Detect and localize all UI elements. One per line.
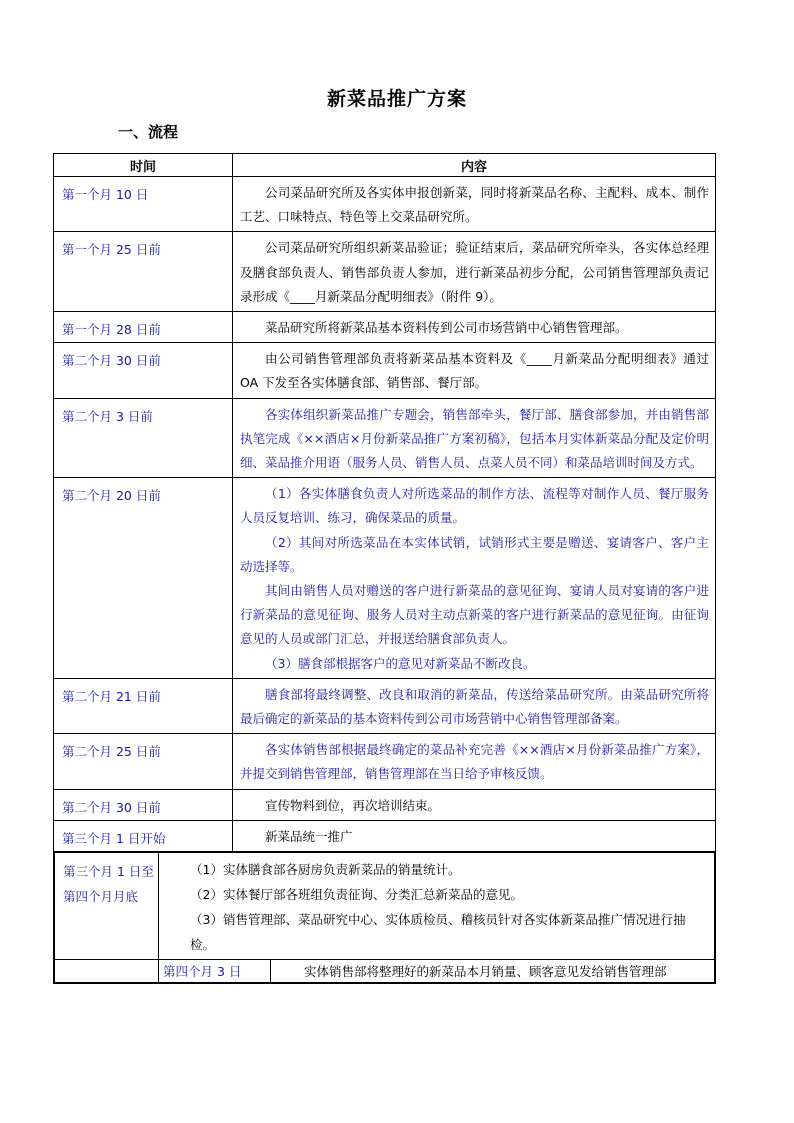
content-cell bbox=[233, 678, 716, 733]
sub-content-cell: 实体销售部将整理好的新菜品本月销量、顾客意见发给销售管理部 bbox=[271, 960, 715, 983]
content-paragraph: 膳食部将最终调整、改良和取消的新菜品，传送给菜品研究所。由菜品研究所将最后确定的新菜品的基本资料传到公司市场营销中心销售管理部备案。 bbox=[240, 686, 709, 727]
time-cell: 第二个月 30 日前 bbox=[54, 789, 233, 820]
table-row bbox=[54, 478, 716, 679]
last-time-cell: 第三个月 1 日至第四个月月底 bbox=[55, 853, 159, 960]
table-header-row bbox=[54, 154, 716, 177]
table-row bbox=[54, 312, 716, 343]
table-body bbox=[54, 177, 716, 984]
sub-time-cell: 第四个月 3 日 bbox=[159, 960, 271, 983]
nested-table bbox=[54, 852, 715, 983]
table-row bbox=[54, 789, 716, 820]
list-item: （1）实体膳食部各厨房负责新菜品的销量统计。 bbox=[190, 862, 461, 878]
table-row bbox=[54, 678, 716, 733]
time-cell: 第二个月 25 日前 bbox=[54, 734, 233, 789]
content-paragraph: 各实体销售部根据最终确定的菜品补充完善《××酒店×月份新菜品推广方案》，并提交到销售管理部，销售管理部在当日给予审核反馈。 bbox=[240, 742, 709, 782]
content-cell bbox=[233, 734, 716, 789]
content-cell bbox=[233, 343, 716, 398]
content-cell bbox=[233, 177, 716, 232]
process-table bbox=[53, 153, 716, 984]
content-paragraph: 由公司销售管理部负责将新菜品基本资料及《____月新菜品分配明细表》通过 OA 下发至各实体膳食部、销售部、餐厅部。 bbox=[240, 351, 709, 391]
content-paragraph: （3）膳食部根据客户的意见对新菜品不断改良。 bbox=[265, 655, 536, 671]
section-heading: 一、流程 bbox=[118, 123, 179, 141]
content-cell bbox=[233, 478, 716, 679]
content-paragraph: 公司菜品研究所及各实体申报创新菜，同时将新菜品名称、主配料、成本、制作工艺、口味特点、特色等上交菜品研究所。 bbox=[240, 185, 709, 225]
time-cell: 第一个月 25 日前 bbox=[54, 232, 233, 312]
content-cell bbox=[233, 232, 716, 312]
list-item: （3）销售管理部、菜品研究中心、实体质检员、稽核员针对各实体新菜品推广情况进行抽检。 bbox=[190, 912, 686, 953]
content-cell bbox=[233, 789, 716, 820]
content-paragraph: 宣传物料到位，再次培训结束。 bbox=[265, 797, 441, 813]
table-row-last bbox=[54, 852, 716, 984]
content-paragraph: 各实体组织新菜品推广专题会，销售部牵头，餐厅部、膳食部参加，并由销售部执笔完成《××酒店×月份新菜品推广方案初稿》，包括本月实体新菜品分配及定价明细、菜品推介用语（服务人员、销售人员、点菜人员不同）和菜品培训时间及方式。 bbox=[240, 406, 709, 471]
last-content-cell bbox=[159, 853, 715, 960]
table-row bbox=[54, 232, 716, 312]
content-cell bbox=[233, 312, 716, 343]
table-row bbox=[54, 177, 716, 232]
table-row bbox=[54, 398, 716, 478]
table-row bbox=[54, 734, 716, 789]
table-row bbox=[54, 343, 716, 398]
content-paragraph: 新菜品统一推广 bbox=[265, 828, 353, 844]
content-paragraph: （1）各实体膳食负责人对所选菜品的制作方法、流程等对制作人员、餐厅服务人员反复培训、练习，确保菜品的质量。 bbox=[240, 486, 709, 526]
content-paragraph: 菜品研究所将新菜品基本资料传到公司市场营销中心销售管理部。 bbox=[265, 320, 628, 336]
list-item: （2）实体餐厅部各班组负责征询、分类汇总新菜品的意见。 bbox=[190, 887, 523, 903]
content-paragraph: 其间由销售人员对赠送的客户进行新菜品的意见征询、宴请人员对宴请的客户进行新菜品的意见征询、服务人员对主动点新菜的客户进行新菜品的意见征询。由征询意见的人员或部门汇总，并报送给膳食部负责人。 bbox=[240, 583, 709, 647]
time-cell: 第二个月 30 日前 bbox=[54, 343, 233, 398]
header-time: 时间 bbox=[54, 154, 233, 177]
time-cell: 第一个月 10 日 bbox=[54, 177, 233, 232]
content-cell bbox=[233, 820, 716, 851]
table-row bbox=[54, 820, 716, 851]
time-cell: 第二个月 20 日前 bbox=[54, 478, 233, 679]
header-content: 内容 bbox=[233, 154, 716, 177]
time-cell: 第二个月 3 日前 bbox=[54, 398, 233, 478]
content-cell bbox=[233, 398, 716, 478]
time-cell: 第二个月 21 日前 bbox=[54, 678, 233, 733]
page-title: 新菜品推广方案 bbox=[326, 88, 467, 110]
time-cell: 第三个月 1 日开始 bbox=[54, 820, 233, 851]
time-cell: 第一个月 28 日前 bbox=[54, 312, 233, 343]
content-paragraph: 公司菜品研究所组织新菜品验证；验证结束后，菜品研究所牵头，各实体总经理及膳食部负责人、销售部负责人参加，进行新菜品初步分配，公司销售管理部负责记录形成《____月新菜品分配明细表》（附件 9）。 bbox=[240, 240, 709, 304]
content-paragraph: （2）其间对所选菜品在本实体试销，试销形式主要是赠送、宴请客户、客户主动选择等。 bbox=[240, 534, 709, 574]
